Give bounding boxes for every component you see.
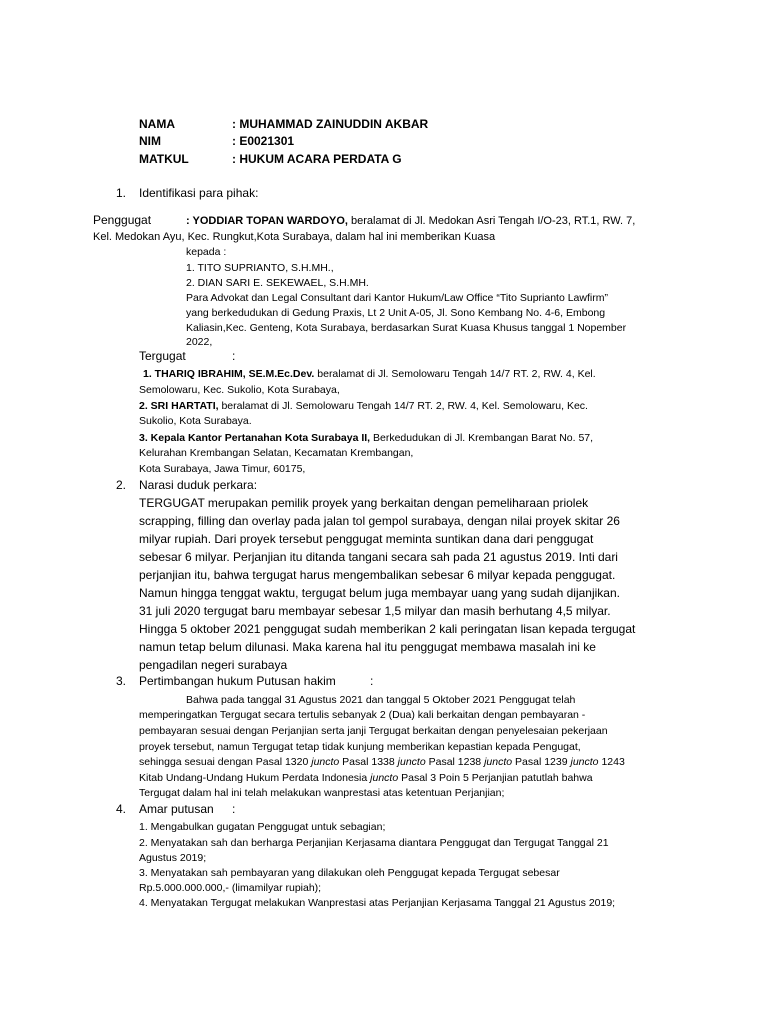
narrative-line: milyar rupiah. Dari proyek tersebut penggugat meminta suntikan dana dari penggugat — [139, 532, 594, 546]
kuasa-line: 2. DIAN SARI E. SEKEWAEL, S.H.MH. — [186, 277, 369, 289]
penggugat-address: beralamat di Jl. Medokan Asri Tengah I/O-23, RT.1, RW. 7, — [347, 215, 636, 227]
juncto-italic: juncto — [484, 756, 513, 768]
juncto-italic: juncto — [311, 756, 340, 768]
tergugat-3-line-2: Kelurahan Krembangan Selatan, Kecamatan Krembangan, — [139, 447, 414, 459]
juncto-italic: juncto — [570, 756, 599, 768]
consideration-line: Bahwa pada tanggal 31 Agustus 2021 dan tanggal 5 Oktober 2021 Penggugat telah — [186, 694, 576, 706]
juncto-italic: juncto — [397, 756, 426, 768]
narrative-line: perjanjian itu, bahwa tergugat harus mengembalikan sebesar 6 milyar kepada penggugat. — [139, 568, 616, 582]
consideration-line: proyek tersebut, namun Tergugat tetap tidak kunjung memberikan kepastian kepada Pengugat, — [139, 741, 581, 753]
juncto-italic: juncto — [370, 772, 399, 784]
matkul-label: MATKUL — [139, 152, 189, 166]
narrative-line: pengadilan negeri surabaya — [139, 658, 288, 672]
verdict-line: Rp.5.000.000.000,- (limamilyar rupiah); — [139, 882, 322, 894]
consideration-line: Tergugat dalam hal ini telah melakukan wanprestasi atas ketentuan Perjanjian; — [139, 787, 505, 799]
kuasa-line: 1. TITO SUPRIANTO, S.H.MH., — [186, 262, 334, 274]
penggugat-line-2: Kel. Medokan Ayu, Kec. Rungkut,Kota Surabaya, dalam hal ini memberikan Kuasa — [93, 231, 496, 243]
narrative-line: Hingga 5 oktober 2021 penggugat sudah memberikan 2 kali peringatan lisan kepada tergugat — [139, 622, 636, 636]
narrative-line: TERGUGAT merupakan pemilik proyek yang berkaitan dengan pemeliharaan priolek — [139, 496, 589, 510]
text-run: Pasal 1338 — [339, 756, 398, 768]
text-run: Kitab Undang-Undang Hukum Perdata Indonesia — [139, 772, 371, 784]
verdict-line: 3. Menyatakan sah pembayaran yang dilakukan oleh Penggugat kepada Tergugat sebesar — [139, 867, 560, 879]
section-4-colon: : — [232, 802, 236, 816]
tergugat-label: Tergugat — [139, 349, 186, 363]
tergugat-2-address: beralamat di Jl. Semolowaru Tengah 14/7 RT. 2, RW. 4, Kel. Semolowaru, Kec. — [218, 400, 588, 412]
tergugat-2-line-1 — [139, 399, 588, 413]
kuasa-line: kepada : — [186, 246, 227, 258]
tergugat-1-address: beralamat di Jl. Semolowaru Tengah 14/7 RT. 2, RW. 4, Kel. — [314, 368, 596, 380]
tergugat-1-line-2: Semolowaru, Kec. Sukolio, Kota Surabaya, — [139, 384, 340, 396]
text-run: 1243 — [598, 756, 625, 768]
tergugat-3-address: Berkedudukan di Jl. Krembangan Barat No. 57, — [370, 432, 594, 444]
tergugat-3-line-3: Kota Surabaya, Jawa Timur, 60175, — [139, 463, 306, 475]
narrative-line: scrapping, filling dan overlay pada jalan tol gempol surabaya, dengan nilai proyek skitar 26 — [139, 514, 620, 528]
section-3-number: 3. — [116, 674, 127, 688]
penggugat-name: : YODDIAR TOPAN WARDOYO, — [186, 215, 348, 227]
text-run: Pasal 3 Poin 5 Perjanjian patutlah bahwa — [398, 772, 593, 784]
narrative-line: namun tetap belum dilunasi. Maka karena hal itu penggugat membawa masalah ini ke — [139, 640, 596, 654]
kuasa-line: Para Advokat dan Legal Consultant dari Kantor Hukum/Law Office “Tito Suprianto Lawfirm” — [186, 292, 608, 304]
narrative-line: sebesar 6 milyar. Perjanjian itu ditanda tangani secara sah pada 21 agustus 2019. Inti dari — [139, 550, 618, 564]
section-4-title: Amar putusan — [139, 802, 214, 816]
tergugat-1-name: 1. THARIQ IBRAHIM, SE.M.Ec.Dev. — [143, 368, 315, 380]
verdict-line: 1. Mengabulkan gugatan Penggugat untuk sebagian; — [139, 821, 386, 833]
kuasa-line: 2022, — [186, 336, 213, 348]
text-run: Pasal 1239 — [512, 756, 571, 768]
penggugat-line-1 — [186, 214, 635, 228]
section-3-colon: : — [370, 674, 374, 688]
section-2-title: Narasi duduk perkara: — [139, 478, 258, 492]
kuasa-line: Kaliasin,Kec. Genteng, Kota Surabaya, berdasarkan Surat Kuasa Khusus tanggal 1 Nopember — [186, 322, 627, 334]
text-run: sehingga sesuai dengan Pasal 1320 — [139, 756, 312, 768]
kuasa-line: yang berkedudukan di Gedung Praxis, Lt 2 Unit A-05, Jl. Sono Kembang No. 4-6, Embong — [186, 307, 606, 319]
nim-label: NIM — [139, 134, 161, 148]
verdict-line: Agustus 2019; — [139, 852, 207, 864]
section-2-number: 2. — [116, 478, 127, 492]
verdict-line: 2. Menyatakan sah dan berharga Perjanjian Kerjasama diantara Penggugat dan Tergugat Tanggal 21 — [139, 837, 609, 849]
nama-label: NAMA — [139, 117, 175, 131]
tergugat-3-name: 3. Kepala Kantor Pertanahan Kota Surabaya II, — [139, 432, 371, 444]
narrative-line: 31 juli 2020 tergugat baru membayar sebesar 1,5 milyar dan masih berhutang 4,5 milyar. — [139, 604, 611, 618]
narrative-line: Namun hingga tenggat waktu, tergugat belum juga membayar uang yang sudah dijanjikan. — [139, 586, 620, 600]
tergugat-3-line-1 — [139, 431, 593, 445]
tergugat-colon: : — [232, 349, 236, 363]
verdict-line: 4. Menyatakan Tergugat melakukan Wanprestasi atas Perjanjian Kerjasama Tanggal 21 Agustus 2019; — [139, 897, 616, 909]
consideration-line — [139, 755, 625, 769]
section-4-number: 4. — [116, 802, 127, 816]
text-run: Pasal 1238 — [425, 756, 485, 768]
tergugat-2-name: 2. SRI HARTATI, — [139, 400, 219, 412]
section-3-title: Pertimbangan hukum Putusan hakim — [139, 674, 336, 688]
tergugat-1-line-1 — [143, 367, 596, 381]
section-1-number: 1. — [116, 186, 127, 200]
matkul-value: : HUKUM ACARA PERDATA G — [232, 152, 402, 166]
consideration-line: pembayaran sesuai dengan Perjanjian serta janji Tergugat berkaitan dengan penyelesaian pekerjaan — [139, 725, 608, 737]
section-1-title: Identifikasi para pihak: — [139, 186, 259, 200]
nim-value: : E0021301 — [232, 134, 295, 148]
penggugat-label: Penggugat — [93, 213, 152, 227]
tergugat-2-line-2: Sukolio, Kota Surabaya. — [139, 415, 252, 427]
nama-value: : MUHAMMAD ZAINUDDIN AKBAR — [232, 117, 429, 131]
consideration-line — [139, 771, 593, 785]
consideration-line: memperingatkan Tergugat secara tertulis sebanyak 2 (Dua) kali berkaitan dengan pembayaran - — [139, 709, 586, 721]
